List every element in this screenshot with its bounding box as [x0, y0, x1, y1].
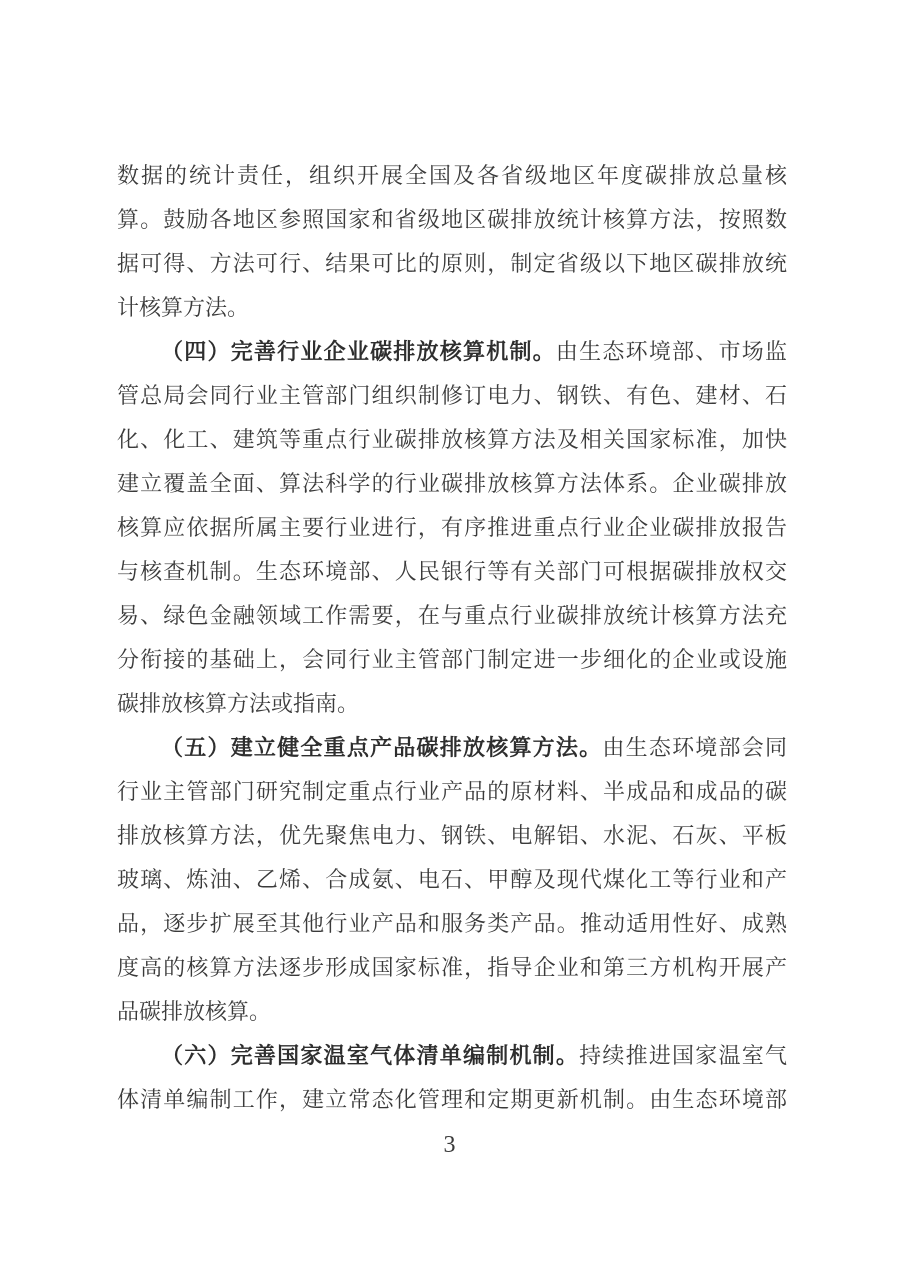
body-text: 由生态环境部会同 [602, 735, 787, 760]
body-text: 行业主管部门研究制定重点行业产品的原材料、半成品和成品的碳 [117, 779, 787, 804]
body-text: 与核查机制。生态环境部、人民银行等有关部门可根据碳排放权交 [117, 559, 787, 584]
text-block [117, 154, 787, 1122]
text-line [117, 1034, 787, 1078]
text-line [117, 506, 787, 550]
text-line [117, 726, 787, 770]
text-line [117, 770, 787, 814]
text-line [117, 550, 787, 594]
section-heading: （五）建立健全重点产品碳排放核算方法。 [161, 735, 603, 760]
text-line [117, 902, 787, 946]
text-line [117, 946, 787, 990]
text-line [117, 1078, 787, 1122]
text-line [117, 990, 787, 1034]
body-text: 玻璃、炼油、乙烯、合成氨、电石、甲醇及现代煤化工等行业和产 [117, 867, 787, 892]
section-heading: （六）完善国家温室气体清单编制机制。 [161, 1043, 580, 1068]
text-line [117, 374, 787, 418]
body-text: 分衔接的基础上，会同行业主管部门制定进一步细化的企业或设施 [117, 647, 787, 672]
body-text: 易、绿色金融领域工作需要，在与重点行业碳排放统计核算方法充 [117, 603, 787, 628]
text-line [117, 242, 787, 286]
body-text: 计核算方法。 [117, 295, 250, 320]
body-text: 建立覆盖全面、算法科学的行业碳排放核算方法体系。企业碳排放 [117, 471, 787, 496]
text-line [117, 814, 787, 858]
text-line [117, 682, 787, 726]
body-text: 管总局会同行业主管部门组织制修订电力、钢铁、有色、建材、石 [117, 383, 787, 408]
body-text: 化、化工、建筑等重点行业碳排放核算方法及相关国家标准，加快 [117, 427, 787, 452]
body-text: 度高的核算方法逐步形成国家标准，指导企业和第三方机构开展产 [117, 955, 787, 980]
body-text: 品，逐步扩展至其他行业产品和服务类产品。推动适用性好、成熟 [117, 911, 787, 936]
text-line [117, 286, 787, 330]
body-text: 体清单编制工作，建立常态化管理和定期更新机制。由生态环境部 [117, 1087, 787, 1112]
text-line [117, 418, 787, 462]
body-text: 品碳排放核算。 [117, 999, 272, 1024]
page-number: 3 [443, 1132, 456, 1158]
body-text: 碳排放核算方法或指南。 [117, 691, 360, 716]
body-text: 数据的统计责任，组织开展全国及各省级地区年度碳排放总量核 [117, 163, 787, 188]
body-text: 由生态环境部、市场监 [555, 339, 787, 364]
text-line [117, 594, 787, 638]
text-line [117, 330, 787, 374]
text-line [117, 154, 787, 198]
body-text: 算。鼓励各地区参照国家和省级地区碳排放统计核算方法，按照数 [117, 207, 787, 232]
text-line [117, 462, 787, 506]
body-text: 持续推进国家温室气 [579, 1043, 787, 1068]
body-text: 核算应依据所属主要行业进行，有序推进重点行业企业碳排放报告 [117, 515, 787, 540]
text-line [117, 638, 787, 682]
body-text: 据可得、方法可行、结果可比的原则，制定省级以下地区碳排放统 [117, 251, 787, 276]
text-line [117, 198, 787, 242]
body-text: 排放核算方法，优先聚焦电力、钢铁、电解铝、水泥、石灰、平板 [117, 823, 787, 848]
section-heading: （四）完善行业企业碳排放核算机制。 [161, 339, 556, 364]
text-line [117, 858, 787, 902]
